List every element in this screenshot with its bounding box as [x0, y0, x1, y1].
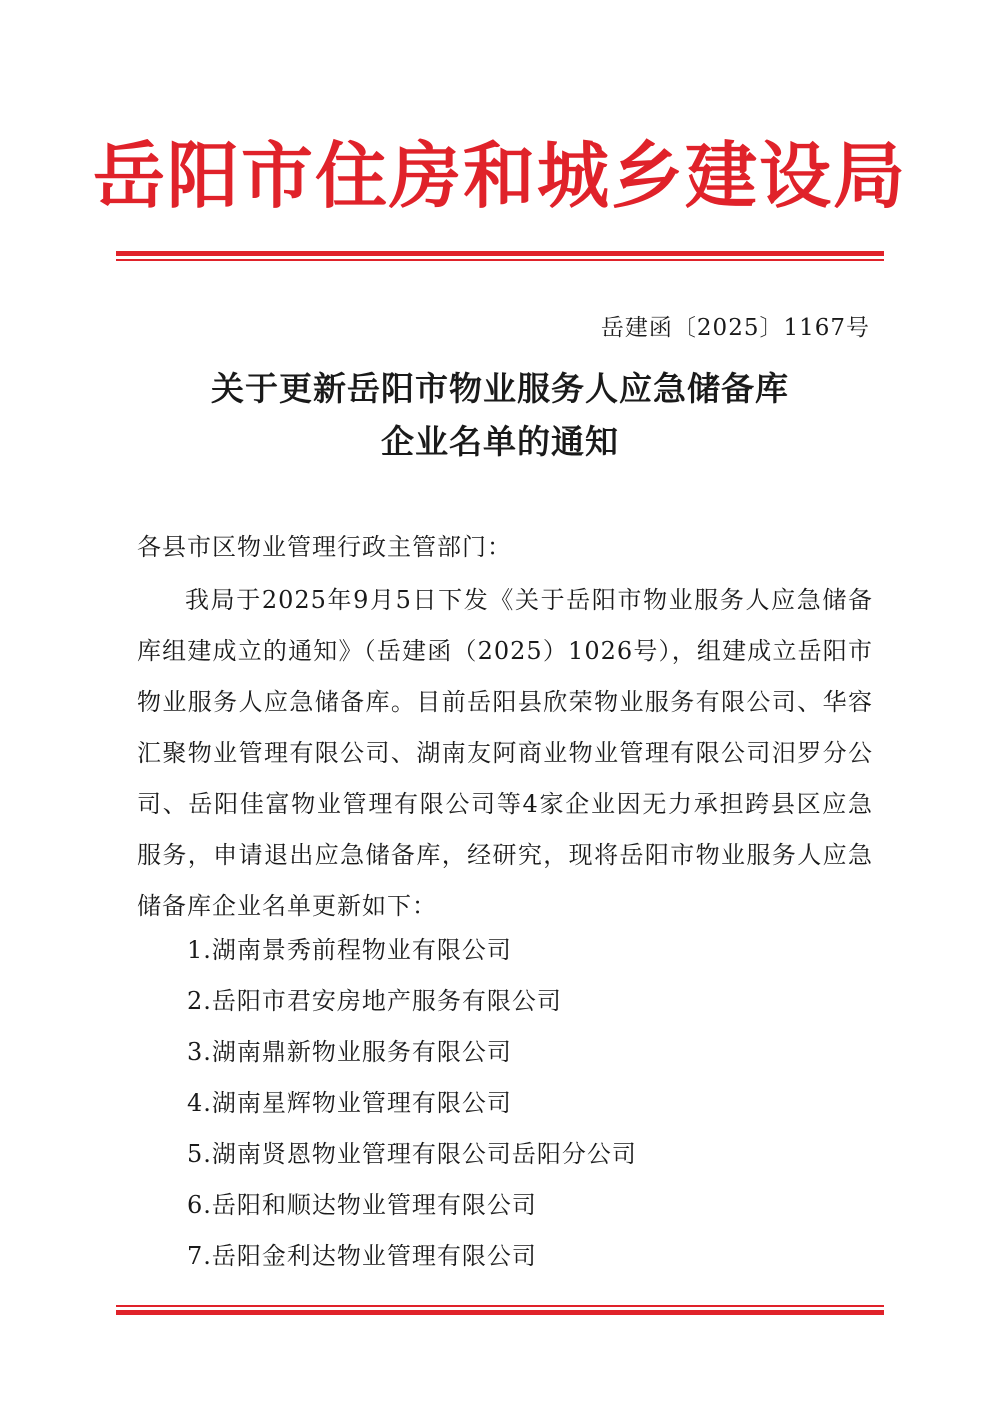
- list-item: 6.岳阳和顺达物业管理有限公司: [187, 1191, 537, 1219]
- top-red-rule-thick: [116, 251, 884, 256]
- list-item: 5.湖南贤恩物业管理有限公司岳阳分公司: [187, 1140, 637, 1168]
- letterhead-title: 岳阳市住房和城乡建设局: [92, 134, 907, 218]
- salutation: 各县市区物业管理行政主管部门：: [137, 533, 512, 561]
- list-item: 2.岳阳市君安房地产服务有限公司: [187, 987, 562, 1015]
- body-paragraph: 我局于2025年9月5日下发《关于岳阳市物业服务人应急储备库组建成立的通知》（岳建函（2025）1026号），组建成立岳阳市物业服务人应急储备库。目前岳阳县欣荣物业服务有限公司、华容汇聚物业管理有限公司、湖南友阿商业物业管理有限公司汨罗分公司、岳阳佳富物业管理有限公司等4家企业因无力承担跨县区应急服务，申请退出应急储备库，经研究，现将岳阳市物业服务人应急储备库企业名单更新如下：: [137, 586, 873, 920]
- list-item: 1.湖南景秀前程物业有限公司: [187, 936, 512, 964]
- top-red-rule-thin: [116, 259, 884, 261]
- list-item: 7.岳阳金利达物业管理有限公司: [187, 1242, 537, 1270]
- bottom-red-rule-thin: [116, 1305, 884, 1307]
- bottom-red-rule: [116, 1305, 884, 1315]
- document-number: 岳建函〔2025〕1167号: [600, 315, 870, 341]
- notice-title-line-1: 关于更新岳阳市物业服务人应急储备库: [211, 369, 789, 408]
- bottom-red-rule-thick: [116, 1310, 884, 1315]
- list-item: 4.湖南星辉物业管理有限公司: [187, 1089, 512, 1117]
- company-list: [187, 925, 637, 1282]
- top-red-rule: [116, 251, 884, 261]
- notice-title-line-2: 企业名单的通知: [381, 422, 619, 461]
- list-item: 3.湖南鼎新物业服务有限公司: [187, 1038, 512, 1066]
